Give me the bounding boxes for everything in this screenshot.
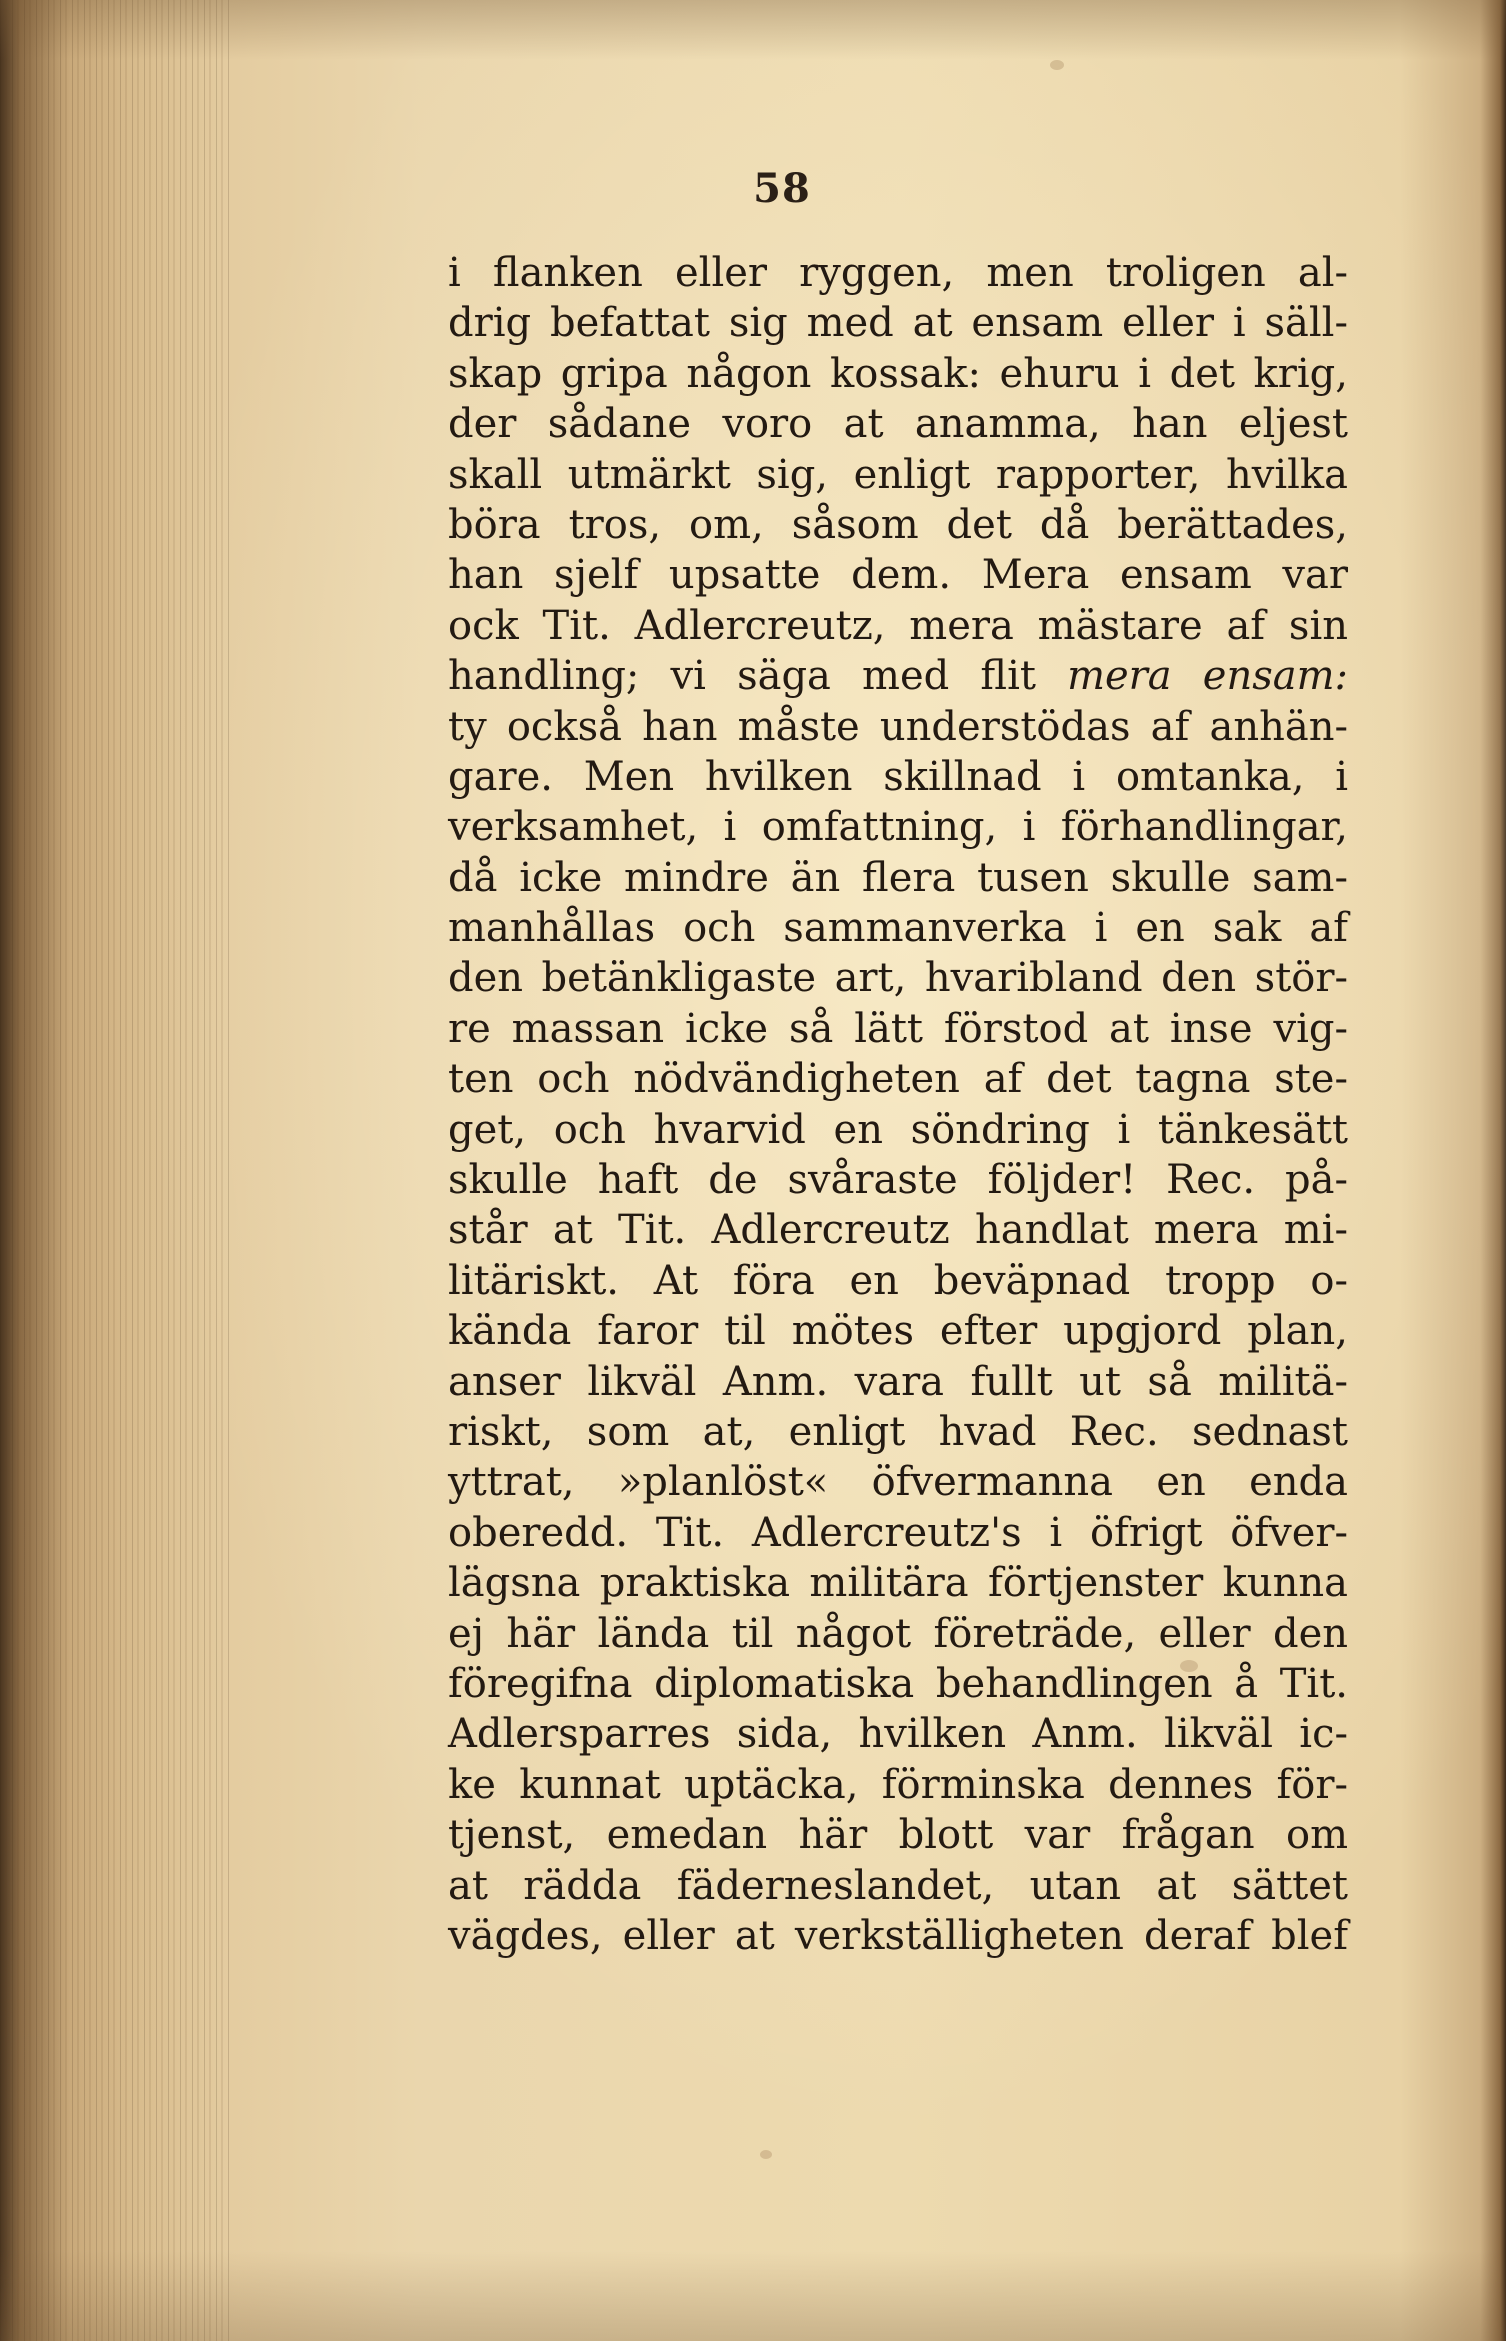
text-line: kända faror til mötes efter upgjord plan, [448, 1308, 1348, 1355]
text-line: ke kunnat uptäcka, förminska dennes för- [448, 1761, 1348, 1808]
text-line: den betänkligaste art, hvaribland den stör- [448, 955, 1348, 1002]
text-line: verksamhet, i omfattning, i förhandlingar, [448, 804, 1348, 851]
foxing-spot [1050, 60, 1064, 70]
top-shadow [0, 0, 1506, 60]
text-line: skall utmärkt sig, enligt rapporter, hvilka [448, 451, 1348, 498]
text-line: riskt, som at, enligt hvad Rec. sednast [448, 1408, 1348, 1455]
text-line: föregifna diplomatiska behandlingen å Tit. [448, 1660, 1348, 1707]
text-line: drig befattat sig med at ensam eller i säll- [448, 300, 1348, 347]
text-line: lägsna praktiska militära förtjenster kunna [448, 1560, 1348, 1607]
text-line: böra tros, om, såsom det då berättades, [448, 501, 1348, 548]
text-line: då icke mindre än flera tusen skulle sam- [448, 854, 1348, 901]
text-line: manhållas och sammanverka i en sak af [448, 905, 1348, 952]
text-line: litäriskt. At föra en beväpnad tropp o- [448, 1257, 1348, 1304]
text-line: ten och nödvändigheten af det tagna ste- [448, 1056, 1348, 1103]
text-line-with-italic [448, 651, 1348, 701]
page-fore-edge [0, 0, 230, 2341]
text-line: re massan icke så lätt förstod at inse vig- [448, 1005, 1348, 1052]
text-line: står at Tit. Adlercreutz handlat mera mi- [448, 1207, 1348, 1254]
text-line: skulle haft de svåraste följder! Rec. på- [448, 1157, 1348, 1204]
text-line: ej här lända til något företräde, eller den [448, 1610, 1348, 1657]
text-line: anser likväl Anm. vara fullt ut så militä- [448, 1358, 1348, 1405]
text-line: yttrat, »planlöst« öfvermanna en enda [448, 1459, 1348, 1506]
text-line: han sjelf upsatte dem. Mera ensam var [448, 552, 1348, 599]
text-line: skap gripa någon kossak: ehuru i det krig, [448, 350, 1348, 397]
italic-phrase: mera ensam: [1067, 653, 1349, 700]
text-line: tjenst, emedan här blott var frågan om [448, 1812, 1348, 1859]
bottom-shadow [0, 2251, 1506, 2341]
text-line: vägdes, eller at verkställigheten deraf blef [448, 1912, 1348, 1959]
text-line: der sådane voro at anamma, han eljest [448, 401, 1348, 448]
foxing-spot [760, 2150, 772, 2159]
text-line: i flanken eller ryggen, men troligen al- [448, 250, 1348, 296]
text-line: oberedd. Tit. Adlercreutz's i öfrigt öfver- [448, 1509, 1348, 1556]
text-line: Adlersparres sida, hvilken Anm. likväl ic- [448, 1711, 1348, 1758]
text-segment: handling; vi säga med flit [448, 653, 1068, 700]
text-line: get, och hvarvid en söndring i tänkesätt [448, 1106, 1348, 1153]
text-line: gare. Men hvilken skillnad i omtanka, i [448, 753, 1348, 800]
text-line: at rädda fäderneslandet, utan at sättet [448, 1862, 1348, 1909]
page-number: 58 [753, 165, 811, 212]
body-text [448, 248, 1348, 1961]
text-line: ty också han måste understödas af anhän- [448, 703, 1348, 750]
text-line: ock Tit. Adlercreutz, mera mästare af sin [448, 602, 1348, 649]
